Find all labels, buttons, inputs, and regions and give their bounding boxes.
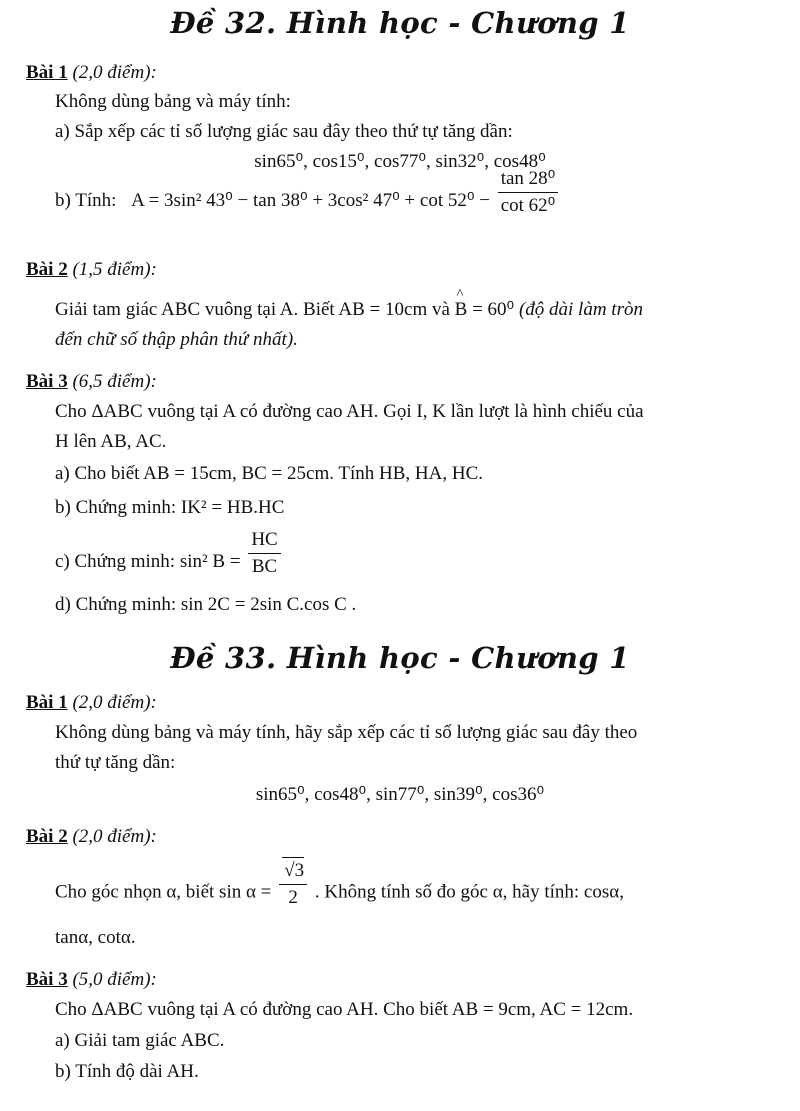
de32-bai1-intro: Không dùng bảng và máy tính:: [55, 91, 291, 112]
de32-bai2-angle-value: = 60⁰: [467, 299, 519, 320]
de32-bai2-text: Giải tam giác ABC vuông tại A. Biết AB = 10cm và: [55, 299, 455, 320]
de32-bai1-b-fraction: [498, 166, 559, 219]
de33-bai1-list: sin65⁰, cos48⁰, sin77⁰, sin39⁰, cos36⁰: [255, 784, 545, 805]
de32-bai3-label: Bài 3: [26, 371, 68, 392]
de33-bai2-points: (2,0 điểm):: [72, 826, 157, 847]
de32-bai1-label: Bài 1: [26, 62, 68, 83]
de33-bai2-line2: tanα, cotα.: [55, 927, 136, 948]
de32-bai2-heading: [26, 259, 157, 281]
de33-bai1-points: (2,0 điểm):: [72, 692, 157, 713]
de33-bai1-line1: Không dùng bảng và máy tính, hãy sắp xếp các tỉ số lượng giác sau đây theo: [55, 722, 638, 743]
de33-bai3-a: a) Giải tam giác ABC.: [55, 1030, 225, 1051]
de32-bai3-c-prefix: c) Chứng minh: sin² B =: [55, 550, 241, 572]
de32-bai1-heading: [26, 62, 157, 84]
de32-bai3-c-fraction: [248, 527, 280, 580]
de33-bai2-heading: [26, 826, 157, 848]
de32-bai3-c-numerator: HC: [248, 527, 280, 554]
de33-bai2-denominator: 2: [288, 887, 298, 908]
de32-bai2-line2: đến chữ số thập phân thứ nhất).: [55, 329, 298, 350]
de33-title: Đề 33. Hình học - Chương 1: [170, 641, 630, 675]
de32-bai1-b-numerator: tan 28⁰: [498, 166, 559, 193]
de32-bai3-c-denominator: BC: [251, 556, 278, 577]
de32-title: Đề 32. Hình học - Chương 1: [170, 6, 630, 40]
de32-bai3-d: d) Chứng minh: sin 2C = 2sin C.cos C .: [55, 594, 357, 615]
de32-bai2-points: (1,5 điểm):: [72, 259, 157, 280]
de33-bai2-numerator: [279, 857, 307, 885]
sqrt-three: √3: [282, 857, 304, 884]
de32-bai1-a: a) Sắp xếp các tỉ số lượng giác sau đây theo thứ tự tăng dần:: [55, 121, 513, 142]
de33-bai2-fraction: [279, 857, 307, 911]
de33-bai3-points: (5,0 điểm):: [72, 969, 157, 990]
angle-b-hat: ^ B: [455, 299, 468, 321]
de33-bai2-label: Bài 2: [26, 826, 68, 847]
de33-bai2-line1: [55, 860, 778, 911]
de32-bai1-points: (2,0 điểm):: [72, 62, 157, 83]
de32-bai1-b: [55, 168, 778, 219]
de32-bai3-line2: H lên AB, AC.: [55, 431, 167, 452]
de32-bai2-line1: [55, 298, 778, 321]
de32-bai3-heading: [26, 371, 157, 393]
de32-bai2-note: (độ dài làm tròn: [518, 299, 643, 320]
de33-bai1-line2: thứ tự tăng dần:: [55, 752, 176, 773]
de33-bai2-text-a: Cho góc nhọn α, biết sin α =: [55, 881, 272, 903]
de33-bai1-heading: [26, 692, 157, 714]
de32-bai3-c: [55, 529, 778, 580]
de32-bai3-points: (6,5 điểm):: [72, 371, 157, 392]
de32-bai2-label: Bài 2: [26, 259, 68, 280]
de33-bai3-line1: Cho ΔABC vuông tại A có đường cao AH. Cho biết AB = 9cm, AC = 12cm.: [55, 999, 634, 1020]
de33-bai1-label: Bài 1: [26, 692, 68, 713]
de32-bai3-line1: Cho ΔABC vuông tại A có đường cao AH. Gọi I, K lần lượt là hình chiếu của: [55, 401, 644, 422]
de32-bai1-a-list: sin65⁰, cos15⁰, cos77⁰, sin32⁰, cos48⁰: [254, 151, 546, 172]
de33-bai3-b: b) Tính độ dài AH.: [55, 1061, 199, 1082]
de33-bai3-label: Bài 3: [26, 969, 68, 990]
de32-bai3-b: b) Chứng minh: IK² = HB.HC: [55, 497, 285, 518]
de33-bai3-heading: [26, 969, 157, 991]
de33-bai2-text-b: . Không tính số đo góc α, hãy tính: cosα,: [314, 881, 624, 903]
de32-bai1-b-expr: A = 3sin² 43⁰ − tan 38⁰ + 3cos² 47⁰ + cot 52⁰ −: [131, 189, 490, 211]
de32-bai3-a: a) Cho biết AB = 15cm, BC = 25cm. Tính HB, HA, HC.: [55, 463, 483, 484]
de32-bai1-b-prefix: b) Tính:: [55, 189, 117, 211]
de32-bai1-b-denominator: cot 62⁰: [500, 195, 556, 216]
